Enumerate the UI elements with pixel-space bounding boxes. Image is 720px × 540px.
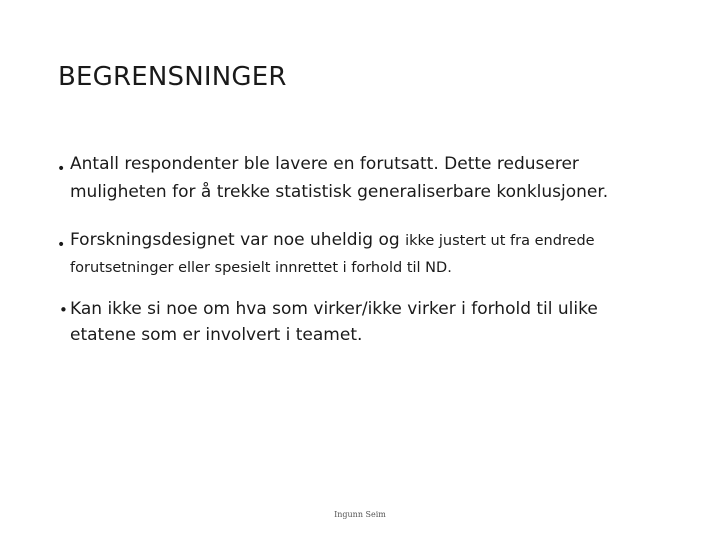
bullet-item bbox=[56, 150, 676, 206]
bullet-text-line: Antall respondenter ble lavere en forutsatt. Dette reduserer bbox=[70, 154, 579, 174]
footer-author: Ingunn Seim bbox=[334, 510, 386, 519]
bullet-marker-icon: • bbox=[57, 161, 66, 177]
bullet-marker-icon: • bbox=[57, 237, 66, 253]
bullet-text-line: forutsetninger eller spesielt innrettet i forhold til ND. bbox=[70, 260, 452, 276]
bullet-item bbox=[56, 226, 676, 281]
bullet-item bbox=[56, 296, 676, 348]
bullet-text-line: muligheten for å trekke statistisk generaliserbare konklusjoner. bbox=[70, 182, 609, 202]
bullet-list bbox=[56, 150, 676, 348]
slide-title: BEGRENSNINGER bbox=[58, 62, 287, 92]
bullet-text-line: Forskningsdesignet var noe uheldig og bbox=[70, 230, 406, 250]
bullet-text-line-small: ikke justert ut fra endrede bbox=[405, 233, 595, 249]
bullet-marker-icon: • bbox=[59, 301, 68, 319]
bullet-text-line: Kan ikke si noe om hva som virker/ikke virker i forhold til ulike bbox=[70, 299, 598, 319]
bullet-text-line: etatene som er involvert i teamet. bbox=[70, 325, 363, 345]
